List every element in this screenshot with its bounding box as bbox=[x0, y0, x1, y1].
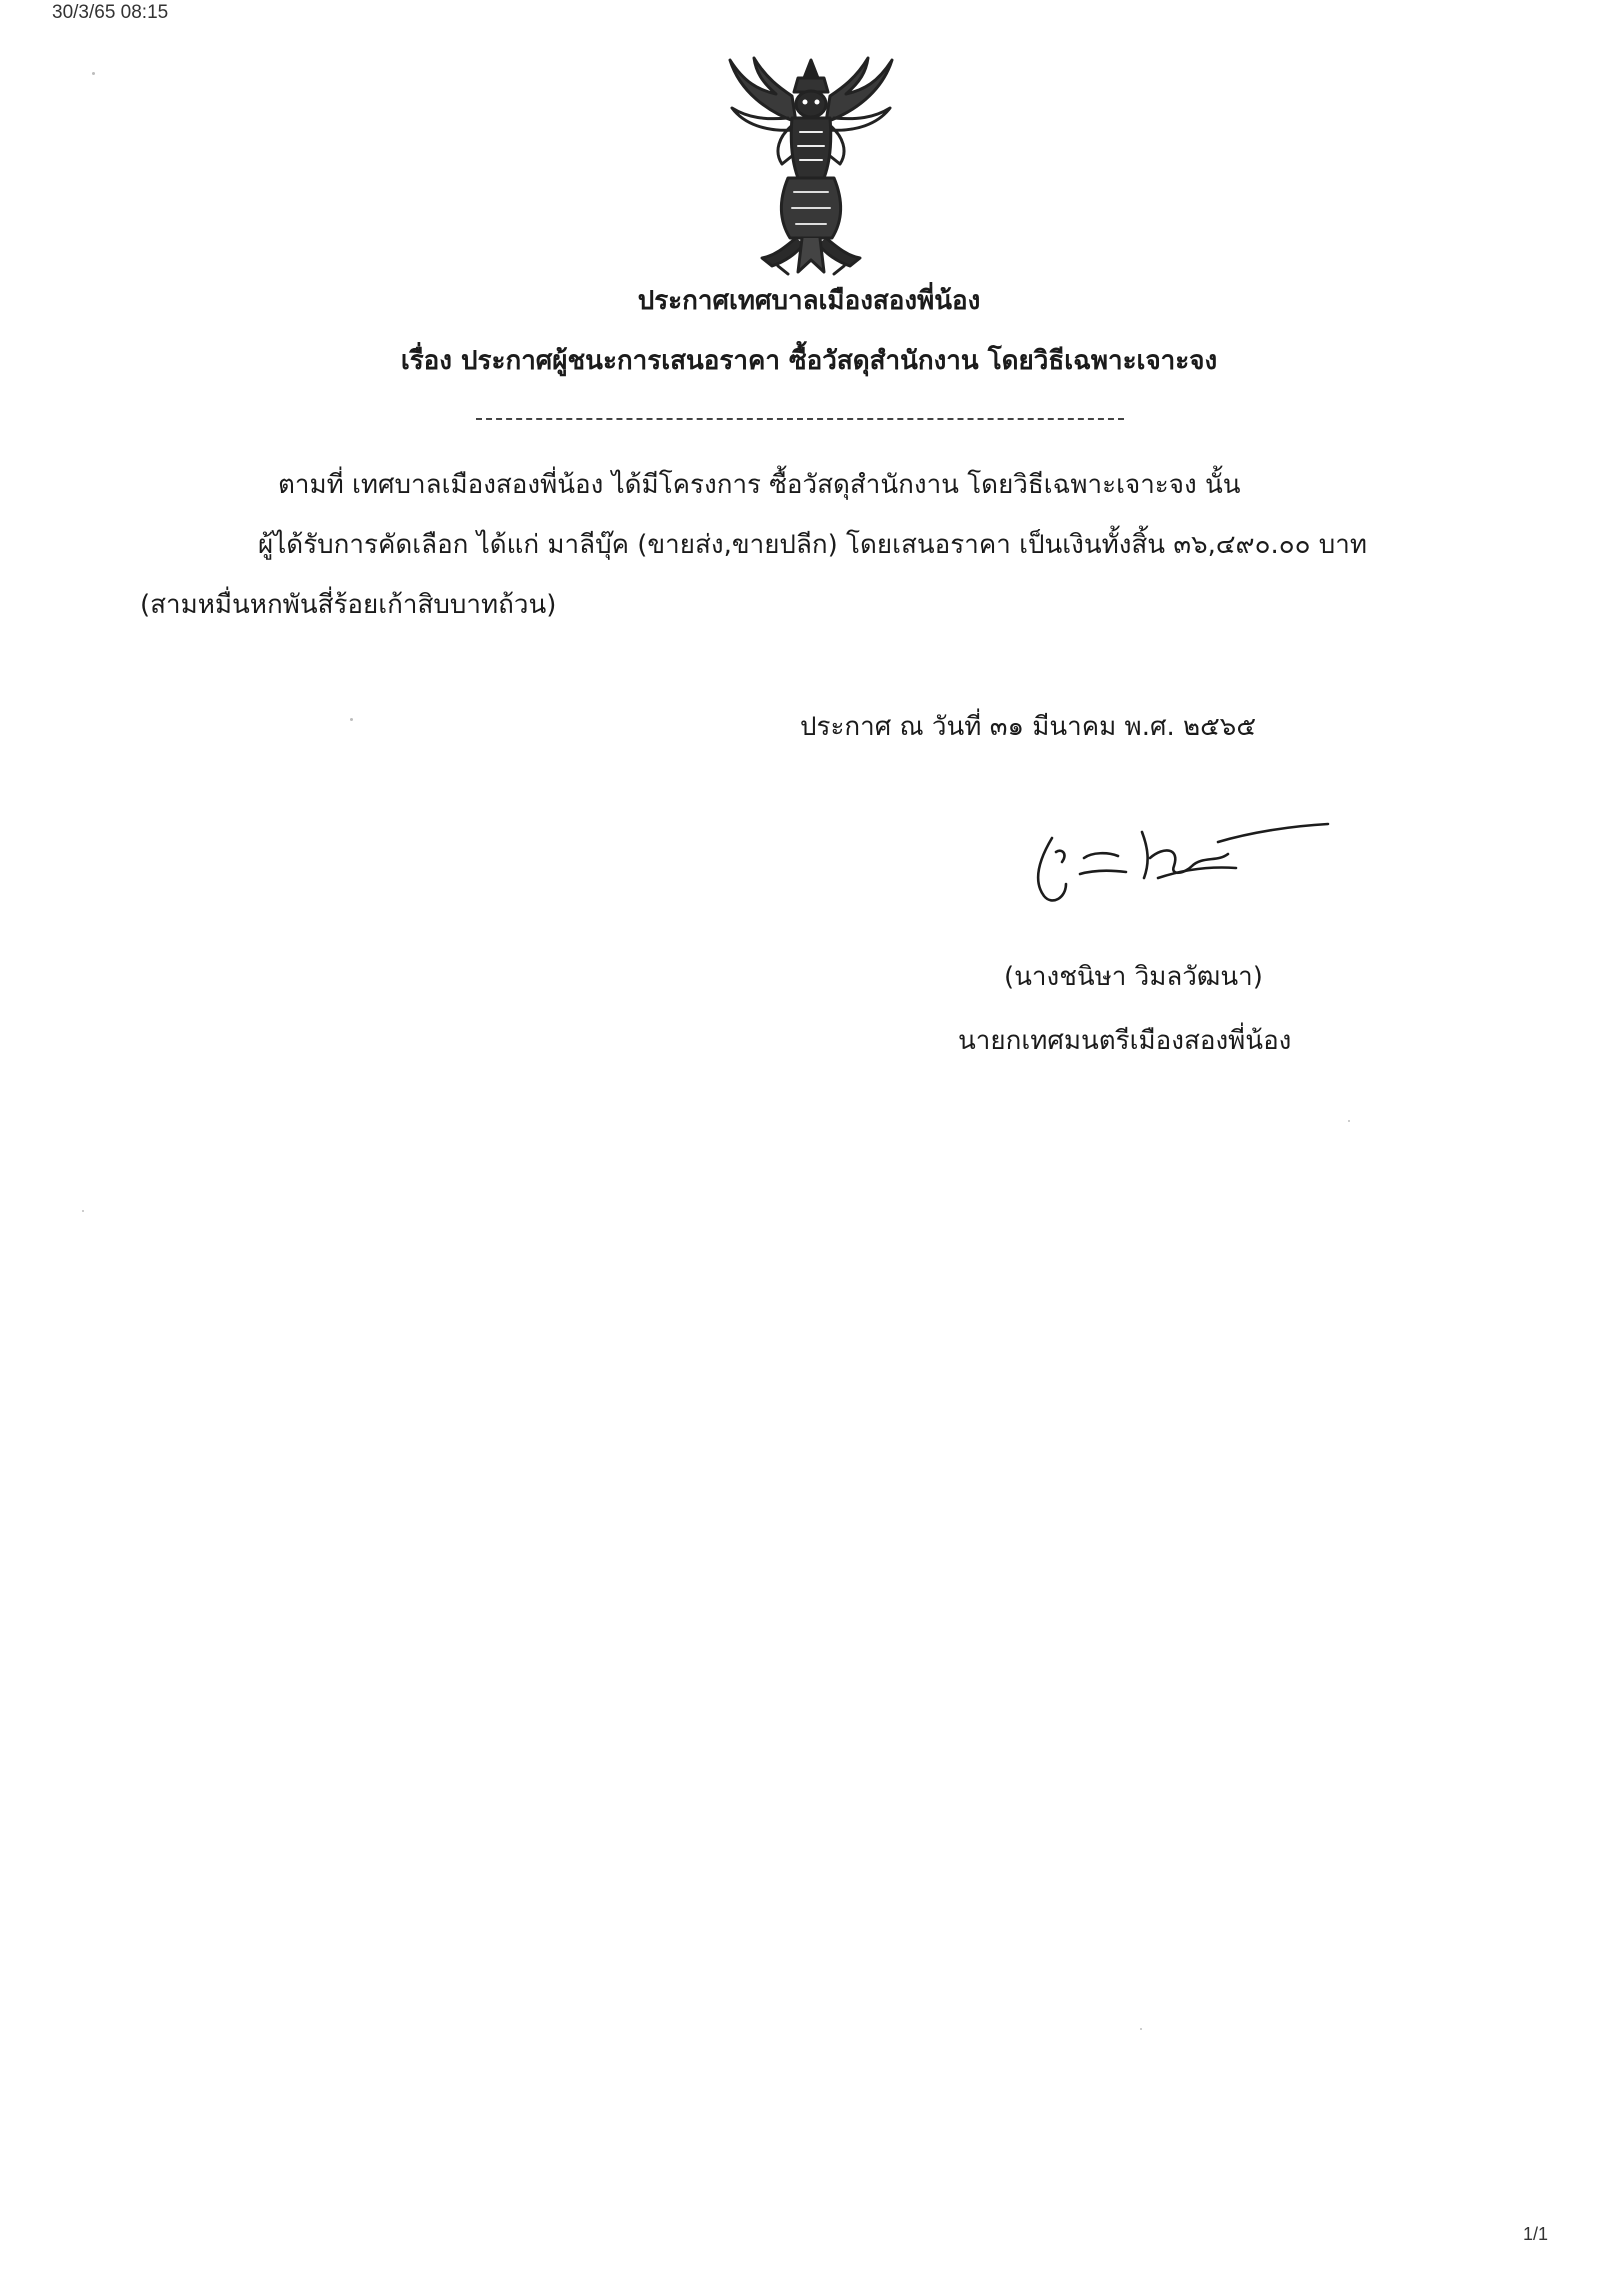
scan-speck bbox=[350, 718, 353, 721]
announcement-date: ประกาศ ณ วันที่ ๓๑ มีนาคม พ.ศ. ๒๕๖๕ bbox=[800, 712, 1256, 742]
scan-speck bbox=[82, 1210, 84, 1212]
amount-in-words: (สามหมื่นหกพันสี่ร้อยเก้าสิบบาทถ้วน) bbox=[140, 590, 557, 620]
signer-name: (นางชนิษา วิมลวัฒนา) bbox=[1004, 962, 1263, 992]
scan-speck bbox=[92, 72, 95, 75]
announcement-subject: เรื่อง ประกาศผู้ชนะการเสนอราคา ซื้อวัสดุสำนักงาน โดยวิธีเฉพาะเจาะจง bbox=[400, 346, 1218, 376]
dashed-divider bbox=[476, 418, 1124, 420]
print-timestamp: 30/3/65 08:15 bbox=[52, 2, 169, 23]
announcement-title: ประกาศเทศบาลเมืองสองพี่น้อง bbox=[637, 286, 981, 316]
page-number: 1/1 bbox=[1522, 2224, 1548, 2244]
handwritten-signature-icon bbox=[1022, 818, 1342, 914]
body-paragraph-2: ผู้ได้รับการคัดเลือก ได้แก่ มาลีบุ๊ค (ขายส่ง,ขายปลีก) โดยเสนอราคา เป็นเงินทั้งสิ้น ๓๖,๔๙๐.๐๐ บาท bbox=[258, 530, 1367, 560]
scan-speck bbox=[1348, 1120, 1350, 1122]
body-paragraph-1: ตามที่ เทศบาลเมืองสองพี่น้อง ได้มีโครงการ ซื้อวัสดุสำนักงาน โดยวิธีเฉพาะเจาะจง นั้น bbox=[278, 470, 1241, 500]
garuda-emblem-icon bbox=[718, 52, 904, 278]
signer-position: นายกเทศมนตรีเมืองสองพี่น้อง bbox=[958, 1026, 1292, 1056]
scan-speck bbox=[1140, 2028, 1142, 2030]
